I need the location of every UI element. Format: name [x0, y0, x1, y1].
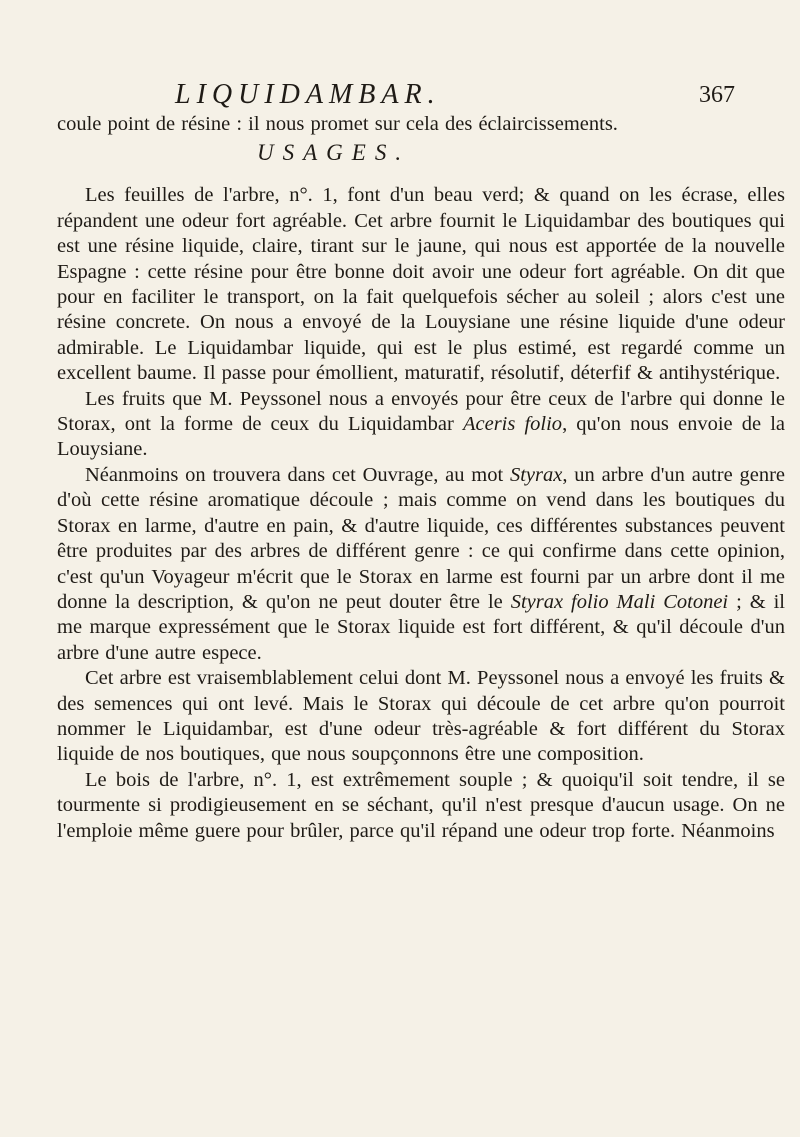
page-header [175, 78, 735, 112]
paragraph-styrax-text-1: Néanmoins on trouvera dans cet Ouvrage, au mot [85, 463, 510, 486]
paragraph-tree: Cet arbre est vraisemblablement celui dont M. Peyssonel nous a envoyé les fruits & des semences qui ont levé. Mais le Storax qui découle de cet arbre qu'on pourroit nommer le Liquidambar, est d'une odeur très-agréable & fort différent du Storax liquide de nos boutiques, que nous soupçonnons être une composition. [57, 667, 785, 766]
paragraph-fruits [57, 387, 785, 463]
latin-term-aceris-folio: Aceris folio [462, 413, 563, 436]
paragraph-styrax [57, 463, 785, 666]
latin-term-styrax-folio-mali-cotonei: Styrax folio Mali Cotonei [510, 590, 729, 613]
page-number: 367 [699, 82, 735, 108]
paragraph-styrax-text-2: , un arbre d'un autre genre d'où cette résine aromatique découle ; mais comme on vend dans les boutiques du Storax en larme, d'autre en pain, & d'autre liquide, ces différentes substances peuvent être produites par des arbres de différent genre : ce qui confirme dans cette opinion, c'est qu'un Voyageur m'écrit que le Storax en larme est fourni par un arbre dont il me donne la description, & qu'on ne peut douter être le [57, 463, 785, 613]
paragraph-wood: Le bois de l'arbre, n°. 1, est extrêmement souple ; & quoiqu'il soit tendre, il se tourmente si prodigieusement en se séchant, qu'il n'est presque d'aucun usage. On ne l'emploie même guere pour brûler, parce qu'il répand une odeur trop forte. Néanmoins [57, 768, 785, 842]
running-title: LIQUIDAMBAR. [175, 79, 441, 110]
paragraph-styrax-text-3: ; & il me marque expressément que le Storax liquide est fort différent, & qu'il découle d'un arbre d'une autre espece. [57, 590, 785, 664]
paragraph-leaves: Les feuilles de l'arbre, n°. 1, font d'un beau verd; & quand on les écrase, elles répandent une odeur fort agréable. Cet arbre fournit le Liquidambar des boutiques qui est une résine liquide, claire, tirant sur le jaune, qui nous est apportée de la nouvelle Espagne : cette résine pour être bonne doit avoir une odeur fort agréable. On dit que pour en faciliter le transport, on la fait quelquefois sécher au soleil ; alors c'est une résine concrete. On nous a envoyé de la Louysiane une résine liquide d'une odeur admirable. Le Liquidambar liquide, qui est le plus estimé, est regardé comme un excellent baume. Il passe pour émollient, maturatif, résolutif, déterfif & antihystérique. [57, 184, 785, 385]
body-text [57, 112, 785, 844]
latin-term-styrax: Styrax [509, 463, 563, 486]
section-title: USAGES. [257, 140, 411, 166]
paragraph-fruits-text-2: , qu'on nous envoie de la Louysiane. [57, 413, 785, 461]
paragraph-fruits-text-1: Les fruits que M. Peyssonel nous a envoyés pour être ceux de l'arbre qui donne le Storax, ont la forme de ceux du Liquidambar [57, 387, 785, 436]
paragraph-continuation: coule point de résine : il nous promet sur cela des éclaircissements. [57, 113, 618, 135]
